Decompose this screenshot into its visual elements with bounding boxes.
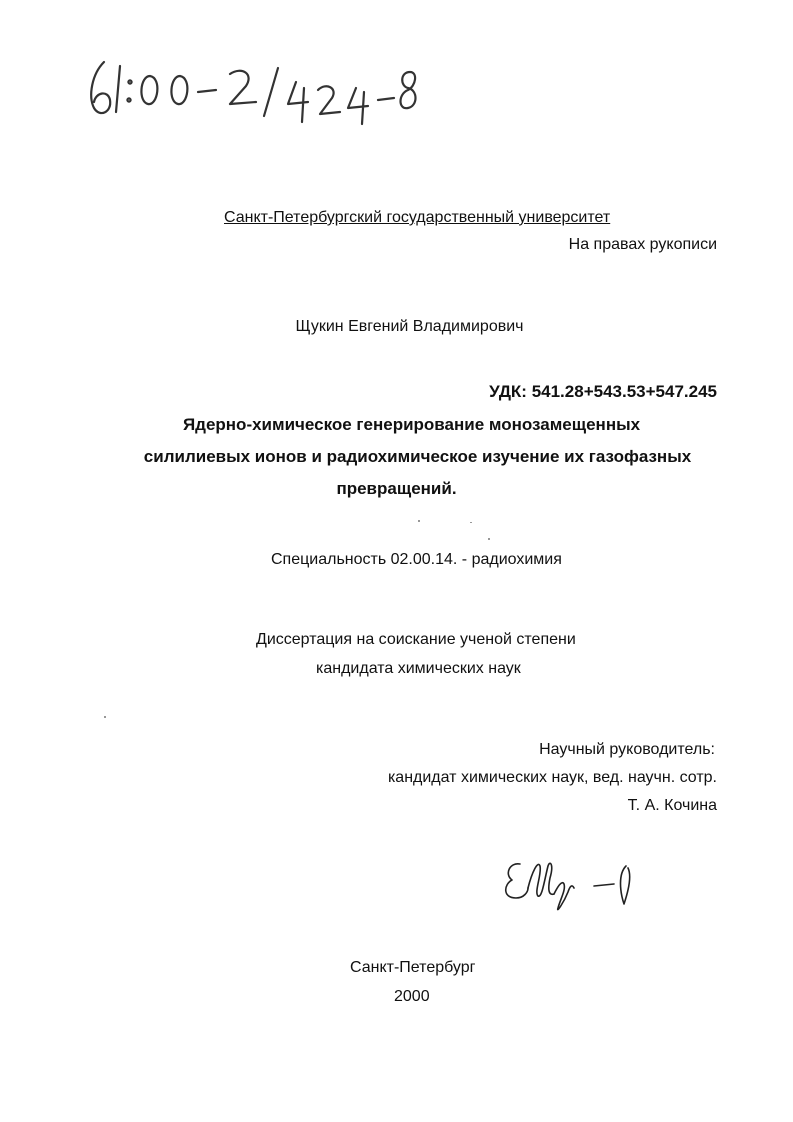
signature <box>498 852 648 912</box>
scan-speck <box>488 538 490 540</box>
scan-speck <box>104 716 106 718</box>
udc-code: УДК: 541.28+543.53+547.245 <box>489 382 717 401</box>
scan-speck <box>418 520 420 522</box>
supervisor-name: Т. А. Кочина <box>627 797 717 814</box>
dissertation-line-2: кандидата химических наук <box>316 660 521 677</box>
dissertation-line-1: Диссертация на соискание ученой степени <box>256 631 576 648</box>
title-line-2: силилиевых ионов и радиохимическое изучение их газофазных <box>143 447 692 466</box>
supervisor-degree: кандидат химических наук, вед. научн. сотр. <box>387 769 717 786</box>
handwritten-archive-code <box>82 52 422 132</box>
specialty: Специальность 02.00.14. - радиохимия <box>271 551 562 568</box>
title-line-3: превращений. <box>336 479 457 498</box>
year: 2000 <box>394 988 430 1005</box>
supervisor-label: Научный руководитель: <box>539 741 715 758</box>
rights-note: На правах рукописи <box>568 236 717 253</box>
university-name: Санкт-Петербургский государственный университет <box>224 209 611 226</box>
title-line-1: Ядерно-химическое генерирование монозамещенных <box>182 415 641 434</box>
author-name: Щукин Евгений Владимирович <box>295 318 524 335</box>
city: Санкт-Петербург <box>350 959 476 976</box>
scan-speck <box>470 522 472 523</box>
